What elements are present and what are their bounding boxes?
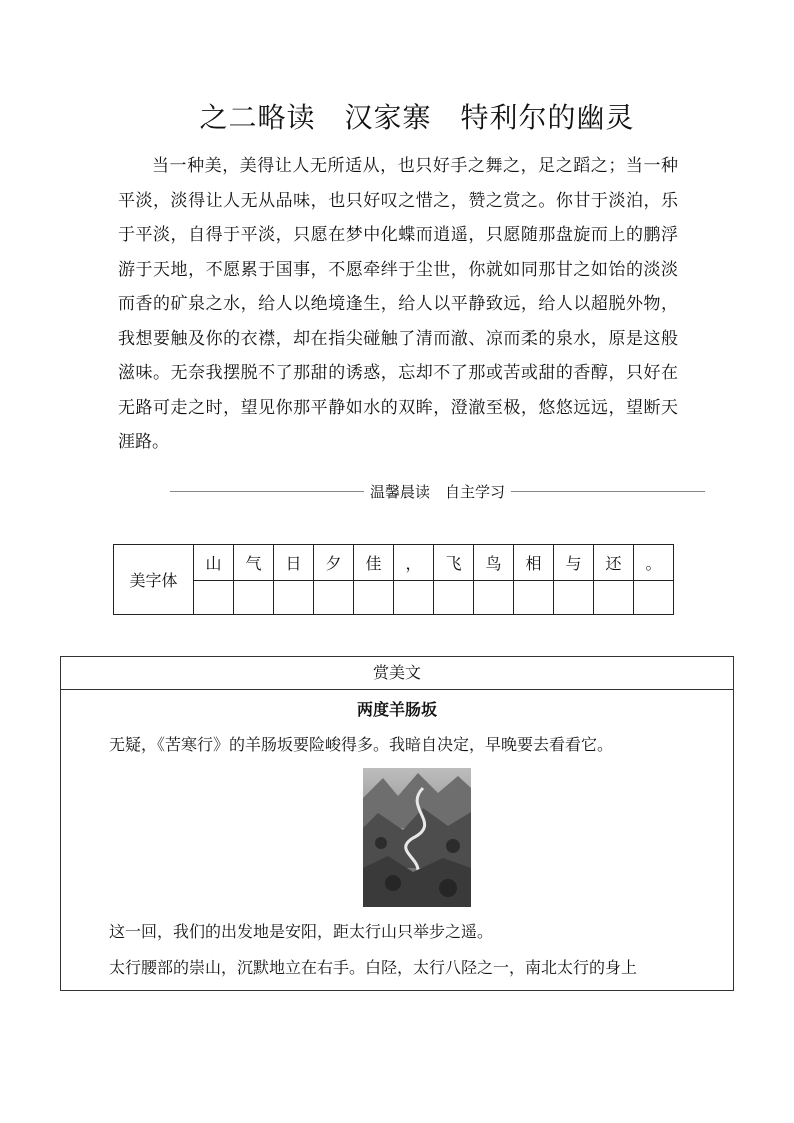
section-divider — [170, 480, 705, 502]
practice-cell[interactable] — [554, 581, 594, 615]
char-cell: 飞 — [434, 545, 474, 581]
practice-row — [114, 581, 674, 615]
divider-label: 温馨晨读 自主学习 — [370, 482, 506, 501]
practice-cell[interactable] — [474, 581, 514, 615]
char-cell: 山 — [194, 545, 234, 581]
char-cell: 佳 — [354, 545, 394, 581]
practice-cell[interactable] — [274, 581, 314, 615]
practice-cell[interactable] — [194, 581, 234, 615]
char-cell: ， — [394, 545, 434, 581]
char-cell: 夕 — [314, 545, 354, 581]
appreciation-box — [60, 656, 734, 991]
essay-paragraph-1: 无疑，《苦寒行》的羊肠坂要险峻得多。我暗自决定，早晚要去看看它。 — [109, 735, 614, 754]
practice-cell[interactable] — [634, 581, 674, 615]
essay-paragraph-2: 这一回，我们的出发地是安阳，距太行山只举步之遥。 — [109, 922, 494, 941]
intro-paragraph: 当一种美，美得让人无所适从，也只好手之舞之，足之蹈之；当一种平淡，淡得让人无从品味，也只好叹之惜之，赞之赏之。你甘于淡泊，乐于平淡，自得于平淡，只愿在梦中化蝶而逍遥，只愿随那盘旋而上的鹏浮游于天地，不愿累于国事，不愿牵绊于尘世，你就如同那甘之如饴的淡淡而香的矿泉之水，给人以绝境逢生，给人以平静致远，给人以超脱外物，我想要触及你的衣襟，却在指尖碰触了清而澈、凉而柔的泉水，原是这般滋味。无奈我摆脱不了那甜的诱惑，忘却不了那或苦或甜的香醇，只好在无路可走之时，望见你那平静如水的双眸，澄澈至极，悠悠远远，望断天涯路。 — [118, 156, 678, 452]
practice-cell[interactable] — [354, 581, 394, 615]
char-cell: 。 — [634, 545, 674, 581]
char-row — [114, 545, 674, 581]
practice-cell[interactable] — [594, 581, 634, 615]
appreciation-header: 赏美文 — [61, 657, 733, 690]
essay-title: 两度羊肠坂 — [356, 700, 437, 719]
mountain-painting-svg — [363, 768, 471, 907]
char-cell: 相 — [514, 545, 554, 581]
practice-cell[interactable] — [314, 581, 354, 615]
page-title: 之二略读 汉家寨 特利尔的幽灵 — [199, 101, 635, 134]
char-cell: 鸟 — [474, 545, 514, 581]
practice-cell[interactable] — [394, 581, 434, 615]
intro-passage — [118, 149, 678, 460]
char-cell: 还 — [594, 545, 634, 581]
practice-cell[interactable] — [434, 581, 474, 615]
char-cell: 与 — [554, 545, 594, 581]
essay-paragraph-3: 太行腰部的崇山，沉默地立在右手。白陉，太行八陉之一，南北太行的身上 — [109, 958, 638, 977]
calligraphy-practice-table — [113, 544, 674, 615]
char-cell: 日 — [274, 545, 314, 581]
table-header-cell: 美字体 — [114, 545, 194, 615]
divider-line-left — [170, 491, 364, 492]
char-cell: 气 — [234, 545, 274, 581]
practice-cell[interactable] — [514, 581, 554, 615]
divider-line-right — [511, 491, 705, 492]
practice-cell[interactable] — [234, 581, 274, 615]
landscape-painting-image — [363, 768, 471, 907]
